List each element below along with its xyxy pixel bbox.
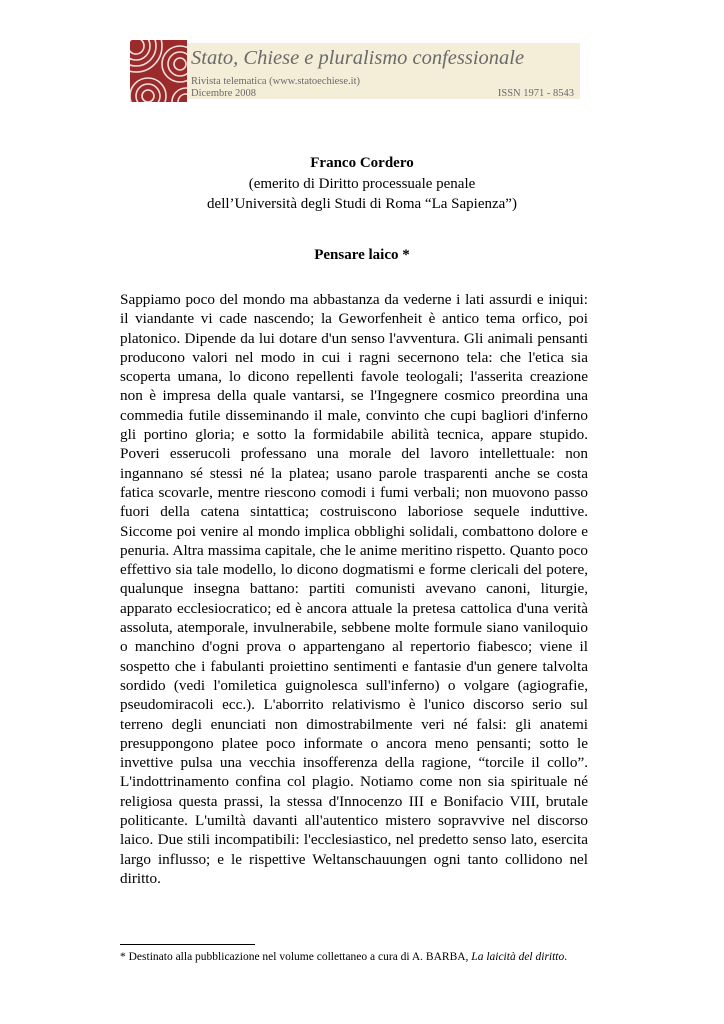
journal-title: Stato, Chiese e pluralismo confessionale [191,47,525,69]
footnote-book-title: La laicità del diritto [471,951,565,963]
footnote-text: * Destinato alla pubblicazione nel volume collettaneo a cura di A. BARBA, [120,951,472,963]
footnote [120,950,588,966]
journal-banner [187,43,580,99]
author-block [0,153,724,215]
article-title: Pensare laico * [314,247,410,263]
concentric-circles-logo-icon [130,40,187,102]
author-role-line-1: (emerito di Diritto processuale penale [248,175,476,192]
footnote-divider [120,944,255,945]
issn-number: ISSN 1971 - 8543 [497,88,574,99]
footnote-end: . [564,951,568,963]
journal-masthead [130,40,580,102]
issue-date: Dicembre 2008 [191,88,257,99]
author-name: Franco Cordero [310,155,414,171]
journal-subtitle: Rivista telematica (www.statoechiese.it) [191,76,361,87]
article-body: Sappiamo poco del mondo ma abbastanza da vederne i lati assurdi e iniqui: il viandante vi cade nascendo; la Geworfenheit è antico tema orfico, poi platonico. Dipende da lui dotare d'un senso l'avventura. Gli animali pensanti producono valori nel modo in cui i ragni secernono tela: che l'etica sia scoperta umana, lo dicono repellenti favole teologali; l'asserita creazione non è impresa della quale vantarsi, se l'Ingegnere cosmico preordina una commedia futile disseminando il male, convinto che cupi bagliori d'inferno gli portino gloria; e sotto la formidabile abilità tecnica, appare stupido. Poveri esserucoli professano una morale del lavoro intellettuale: non ingannano sé stessi né la platea; usano parole trasparenti anche se costa fatica scovarle, mentre riescono comodi i fumi verbali; non muovono passo fuori della catena sintattica; costruiscono laboriose sequele induttive. Siccome poi venire al mondo implica obblighi solidali, combattono dolore e penuria. Altra massima capitale, che le anime meritino rispetto. Quanto poco effettivo sia tale modello, lo dicono dogmatismi e forme clericali del potere, qualunque insegna battano: partiti comunisti avevano canoni, liturgie, apparato ecclesiocratico; ed è ancora attuale la pretesa cattolica d'una verità assoluta, atemporale, invulnerabile, sebbene molte formule siano vaniloquio o manchino d'ogni prova o appartengano al repertorio fiabesco; viene il sospetto che i fabulanti proiettino sentimenti e fantasie d'un genere talvolta sordido (vedi l'omiletica guignolesca sull'inferno) o volgare (agiografie, pseudomiracoli ecc.). L'aborrito relativismo è l'unico discorso serio sul terreno degli enunciati non dimostrabilmente veri né falsi: gli anatemi presuppongono platee poco informate o ancora meno pensanti; sotto le invettive pulsa una vecchia insofferenza della ragione, “torcile il collo”. L'indottrinamento confina col plagio. Notiamo come non sia spirituale né religiosa questa prassi, la stessa d'Innocenzo III e Bonifacio VIII, brutale politicante. L'umiltà davanti all'autentico mistero sopravvive nel discorso laico. Due stili incompatibili: l'ecclesiastico, nel predetto senso lato, esercita largo influsso; e le rispettive Weltanschauungen ogni tanto collidono nel diritto. [120,291,588,887]
author-role-line-2: dell’Università degli Studi di Roma “La Sapienza”) [207,196,517,212]
